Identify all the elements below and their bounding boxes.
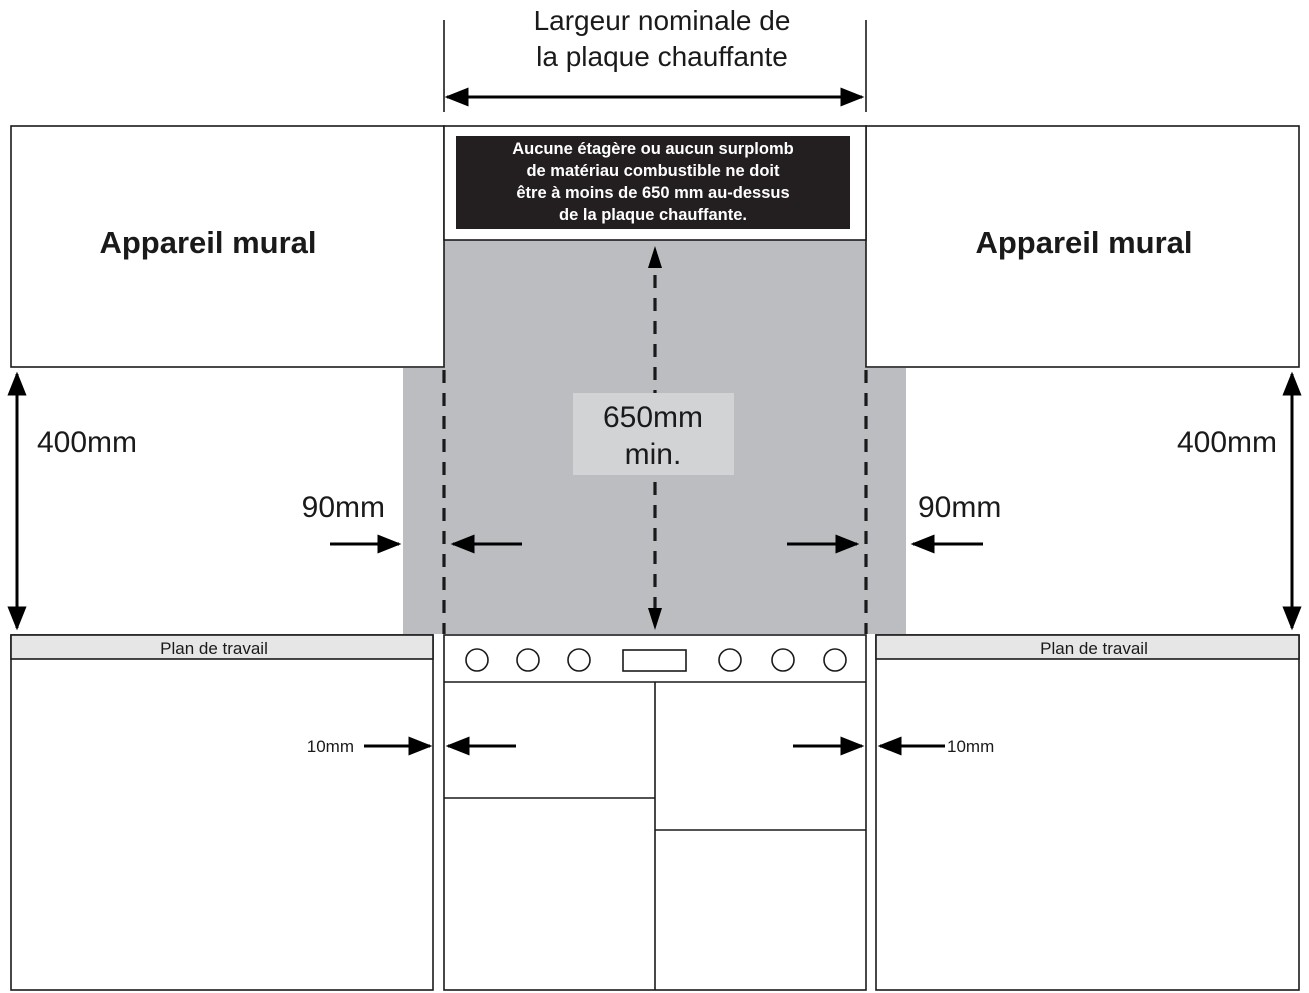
wall-unit-right-label: Appareil mural bbox=[975, 225, 1193, 260]
side-gap-left-label: 90mm bbox=[301, 491, 385, 524]
notice-line-1: Aucune étagère ou aucun surplomb bbox=[512, 140, 794, 158]
control-knob bbox=[517, 649, 539, 671]
top-dimension-line-1: Largeur nominale de bbox=[533, 5, 791, 36]
wall-unit-left-label: Appareil mural bbox=[99, 225, 317, 260]
notice-line-4: de la plaque chauffante. bbox=[559, 206, 747, 224]
control-knob bbox=[719, 649, 741, 671]
base-cabinet-left bbox=[11, 635, 433, 990]
center-dimension-line-2: min. bbox=[624, 438, 682, 471]
control-knob bbox=[466, 649, 488, 671]
notice-line-3: être à moins de 650 mm au-dessus bbox=[516, 184, 790, 202]
height-400-left-label: 400mm bbox=[37, 426, 138, 459]
cabinet-gap-right-label: 10mm bbox=[947, 737, 995, 756]
control-knob bbox=[772, 649, 794, 671]
notice-line-2: de matériau combustible ne doit bbox=[526, 162, 780, 180]
top-dimension-line-2: la plaque chauffante bbox=[536, 41, 788, 72]
control-knob bbox=[824, 649, 846, 671]
height-400-right-label: 400mm bbox=[1176, 426, 1277, 459]
worktop-left-label: Plan de travail bbox=[160, 639, 268, 658]
worktop-right-label: Plan de travail bbox=[1040, 639, 1148, 658]
base-cabinet-right bbox=[876, 635, 1299, 990]
center-dimension-line-1: 650mm bbox=[602, 401, 704, 434]
control-display bbox=[623, 650, 686, 671]
control-knob bbox=[568, 649, 590, 671]
cabinet-gap-left-label: 10mm bbox=[306, 737, 354, 756]
side-gap-right-label: 90mm bbox=[918, 491, 1002, 524]
